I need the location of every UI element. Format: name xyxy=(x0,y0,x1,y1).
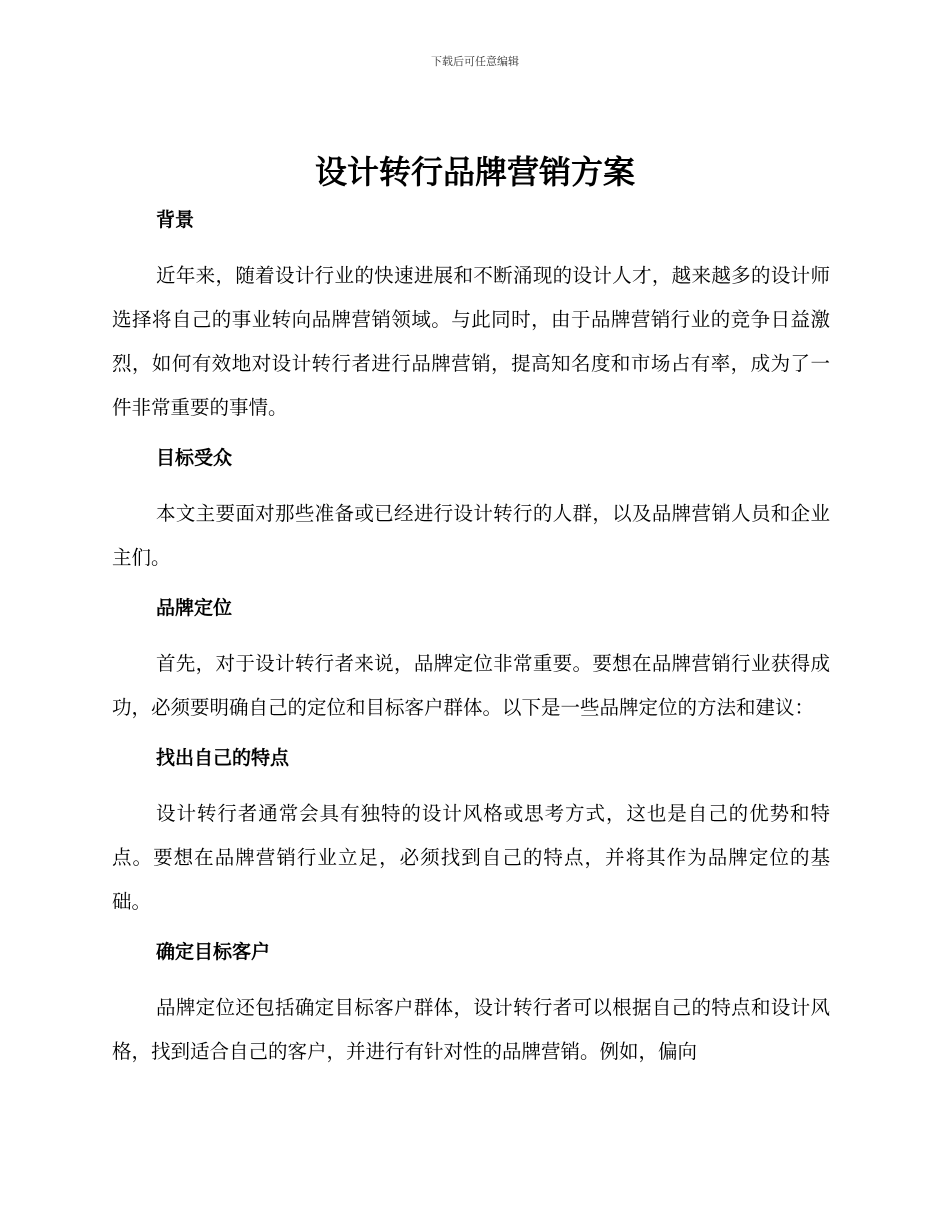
header-note: 下载后可任意编辑 xyxy=(431,55,519,68)
paragraph-brand-positioning: 首先，对于设计转行者来说，品牌定位非常重要。要想在品牌营销行业获得成功，必须要明确自己的定位和目标客户群体。以下是一些品牌定位的方法和建议： xyxy=(112,652,830,719)
section-heading-background: 背景 xyxy=(156,209,195,231)
document-body xyxy=(112,202,830,1074)
paragraph-background: 近年来，随着设计行业的快速进展和不断涌现的设计人才，越来越多的设计师选择将自己的事业转向品牌营销领域。与此同时，由于品牌营销行业的竞争日益激烈，如何有效地对设计转行者进行品牌营销，提高知名度和市场占有率，成为了一件非常重要的事情。 xyxy=(112,264,830,419)
section-heading-target-customers: 确定目标客户 xyxy=(156,941,271,963)
section-heading-brand-positioning: 品牌定位 xyxy=(156,597,233,619)
paragraph-target-customers: 品牌定位还包括确定目标客户群体，设计转行者可以根据自己的特点和设计风格，找到适合自己的客户，并进行有针对性的品牌营销。例如，偏向 xyxy=(112,996,830,1063)
section-heading-target-audience: 目标受众 xyxy=(156,447,233,469)
paragraph-target-audience: 本文主要面对那些准备或已经进行设计转行的人群，以及品牌营销人员和企业主们。 xyxy=(112,502,830,569)
paragraph-find-features: 设计转行者通常会具有独特的设计风格或思考方式，这也是自己的优势和特点。要想在品牌营销行业立足，必须找到自己的特点，并将其作为品牌定位的基础。 xyxy=(112,802,830,913)
document-title: 设计转行品牌营销方案 xyxy=(314,153,635,191)
section-heading-find-features: 找出自己的特点 xyxy=(156,747,290,769)
